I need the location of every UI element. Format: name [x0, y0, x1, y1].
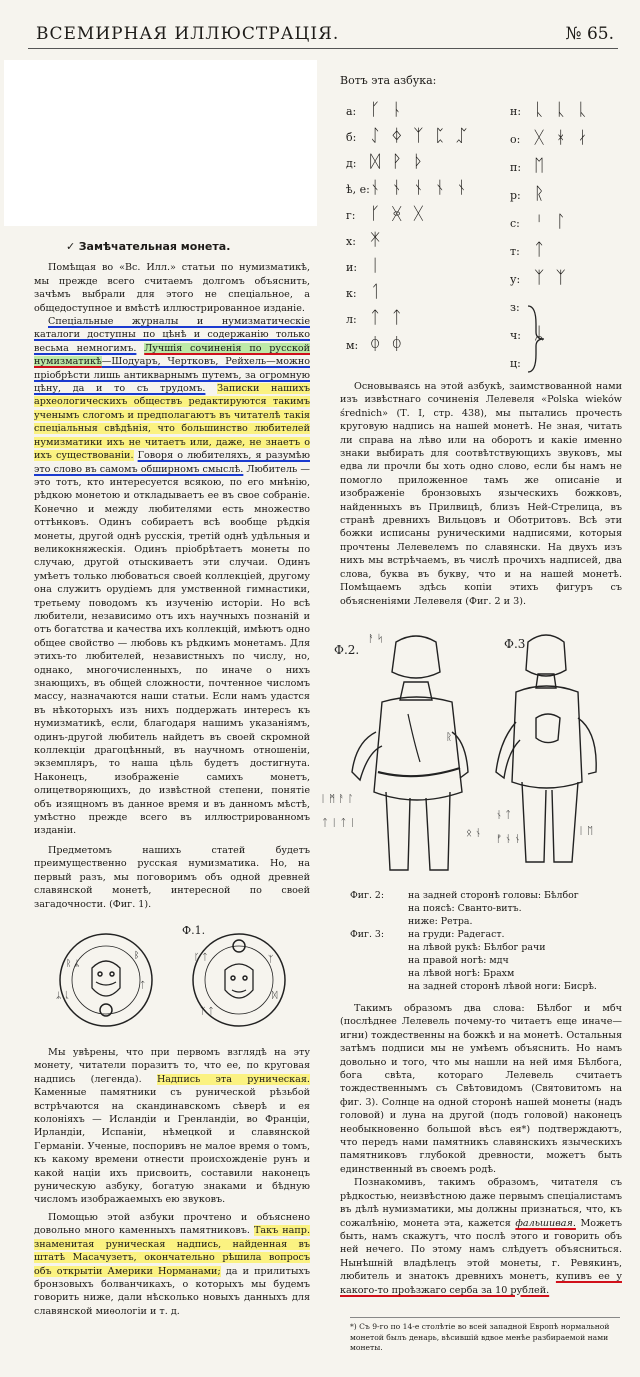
alphabet-right-row [510, 156, 547, 176]
hl-journals: Спеціальные журналы и нумизматическіе каталоги доступны по цѣнѣ и содержанію только весьма немногимъ. [34, 316, 310, 354]
right-column [340, 380, 622, 608]
svg-text:ᚴ ᛏ: ᚴ ᛏ [194, 953, 208, 963]
alphabet-title: Вотъ эта азбука: [340, 74, 437, 87]
hl-amateurs: Говоря о любителяхъ, я разумѣю это слово въ самомъ обширномъ смыслѣ. [34, 450, 310, 475]
alphabet-runes: ᛏ [534, 240, 548, 260]
alphabet-right-row [510, 268, 569, 288]
alphabet-letter: к: [346, 287, 357, 300]
caption-text: на задней сторонѣ головы: Бѣлбог [408, 890, 579, 901]
svg-text:ᛞ: ᛞ [272, 991, 278, 1001]
alphabet-letter: л: [346, 313, 357, 326]
footnote: *) Съ 9-го по 14-е столѣтіе во всей западной Европѣ нормальной монетой былъ денарь, вѣсившій вдвое менѣе разбираемой нами монеты. [350, 1317, 620, 1354]
alphabet-right-row [510, 128, 590, 148]
paragraph-journals [34, 315, 310, 838]
alphabet-left-row [346, 334, 405, 354]
caption-label: Фиг. 3: [350, 929, 385, 940]
text-amateurs: Любитель — это тотъ, кто интересуется всякою, по его мнѣнію, рѣдкою монетою и откладываетъ ее въ свое собраніе. Конечно и между любителями есть множество оттѣнковъ. Одинъ собираетъ всѣ вообще рѣдкія монеты, другой однѣ русскія, третій однѣ удѣльныя и великокняжескія. Одинъ пріобрѣтаетъ монеты по случаю, другой отыскиваетъ эти случаи. Одинъ умѣетъ только любоваться своей коллекціей, другому она служитъ орудіемъ для умственной гимнастики, третьему поводомъ къ изученію исторіи. Но всѣ любители, независимо отъ ихъ научныхъ познаній и отъ богатства и качества ихъ коллекцій, имѣютъ одно общее свойство — любовь къ рѣдкимъ монетамъ. Для этихъ-то любителей, независтныхъ по числу, но, однако, многочисленныхъ, по иначе о нихъ знающихъ, въ общей сложности, почтенное числомъ массу, назначаются наши статьи. Если намъ удастся въ нѣкоторыхъ изъ нихъ поддержать интересъ къ нумизматикѣ, если, благодаря нашимъ указаніямъ, одинъ-другой любитель найдетъ въ своей скромной коллекціи драгоцѣнный, въ научномъ отношеніи, экземпляръ, то наша цѣль будетъ достигнута. Наконецъ, изображеніе самихъ монетъ, олицетворяющихъ, до извѣстной степени, понятіе объ изящномъ въ данное время и въ данномъ мѣстѣ, умѣстно прежде всего въ иллюстрированномъ изданіи. [34, 463, 310, 837]
caption-text: на груди: Радегаст. [408, 929, 505, 940]
left-column [34, 240, 310, 911]
svg-text:ᚠ ᚾ ᚾ: ᚠ ᚾ ᚾ [496, 834, 521, 845]
blank-area [4, 60, 317, 226]
alphabet-runes: ᚴ ᚿ [370, 100, 405, 120]
alphabet-runes: ᛞ ᚹ ᚦ [370, 152, 427, 172]
svg-text:ᛒ: ᛒ [134, 951, 140, 961]
svg-text:ᛏ ᛁ ᛏ ᛁ: ᛏ ᛁ ᛏ ᛁ [322, 818, 356, 829]
alphabet-runes: ᛁ [370, 256, 384, 276]
alphabet-runes: ᛏ ᛏ [370, 308, 405, 328]
paragraph-runic: Мы увѣрены, что при первомъ взглядѣ на эту монету, читатели поразитъ то, что ее, по круговая надпись (легенда). Надпись эта руническая. Каменные памятники съ рунической рѣзьбой встрѣчаются на скандинавскомъ сѣверѣ и ея колоніяхъ — Исландіи и Гренландіи, во Франціи, Ирландіи, Испаніи, нѣмецкой и славянской Германіи. Ученые, поспоривъ не малое время о томъ, къ какому времени отнести происхожденіе рунъ и какой націи ихъ присвоить, составили наконецъ руническую азбуку, богатую знаками и бѣдную числомъ изображаемыхъ ею звуковъ. [34, 1047, 310, 1206]
svg-text:ᛉ ᛏ: ᛉ ᛏ [200, 1007, 214, 1017]
alphabet-letter: ч: [510, 329, 521, 342]
alphabet-letter: с: [510, 217, 520, 230]
alphabet-runes: ᚱ [534, 184, 548, 204]
alphabet-letter: ц: [510, 357, 521, 370]
svg-text:ᚱ ᛦ: ᚱ ᛦ [66, 959, 80, 969]
coin-rune-legend [56, 950, 278, 1017]
alphabet-runes: ᛇ ᛄ ᛉ ᛈ ᛢ [370, 126, 470, 146]
paragraph-lelewel: Основываясь на этой азбукѣ, заимствованной нами изъ извѣстнаго сочиненія Лелевеля «Polska wieków średnich» (Т. I, стр. 438), мы пытались прочесть круговую надпись на нашей монетѣ. Не зная, читать ли справа на лѣво или на оборотъ и какіе именно знаки выбирать для соотвѣтствующихъ звуковъ, мы едва ли прочли бы хоть одно слово, если бы намъ не помогло приложенное тамъ же описаніе и изображеніе бронзовыхъ языческихъ божковъ, найденныхъ въ Прилвицѣ, близъ Ней-Стрелица, въ странѣ древнихъ Вильцовъ и Оботритовъ. Всѣ эти божки исписаны руническими надписями, которыя прочтены Лелевелемъ по славянски. На двухъ изъ нихъ мы встрѣчаемъ, въ числѣ прочихъ надписей, два слова, буква въ букву, что и на нашей монетѣ. Помѣщаемъ здѣсь копіи этихъ фигуръ съ объясненіями Лелевеля (Фиг. 2 и 3). [340, 381, 622, 607]
svg-text:ᛦ ᚳ: ᛦ ᚳ [56, 991, 70, 1001]
paragraph-subject: Предметомъ нашихъ статей будетъ преимущественно русская нумизматика. Но, на первый разъ, мы поговоримъ объ одной древней славянской монетѣ, интересной по своей загадочности. (Фиг. 1). [34, 844, 310, 910]
caption-text: на лѣвой рукѣ: Бѣлбог рачи [408, 942, 546, 953]
paragraph-intro: Помѣщая во «Вс. Илл.» статьи по нумизматикѣ, мы прежде всего считаемъ долгомъ объяснить, зачѣмъ выбрали для этого не спеціальное, а общедоступное и вмѣстѣ иллюстрированное изданіе. [34, 262, 310, 314]
alphabet-letter: т: [510, 245, 520, 258]
alphabet-right-row [510, 184, 547, 204]
alphabet-left-row [346, 230, 383, 250]
alphabet-letter: р: [510, 189, 521, 202]
issue-number: № 65. [565, 24, 614, 44]
right-column-lower [340, 1002, 622, 1297]
idol-belbog [352, 636, 468, 870]
caption-text: на правой ногѣ: мдч [408, 955, 509, 966]
alphabet-runes: ᛉ ᛉ [534, 268, 569, 288]
alphabet-left-row [346, 100, 405, 120]
fig2-label: Ф.2. [334, 643, 360, 657]
alphabet-runes: ᚳ ᚳ ᚳ [534, 100, 591, 120]
caption-text: на поясѣ: Сванто-витъ. [408, 903, 522, 914]
alphabet-letter: о: [510, 133, 521, 146]
alphabet-letter: а: [346, 105, 357, 118]
left-column-lower [34, 1046, 310, 1318]
svg-text:ᚾ ᛏ: ᚾ ᛏ [496, 810, 512, 821]
svg-text:ᛁ ᛗ ᚨ ᛚ: ᛁ ᛗ ᚨ ᛚ [320, 794, 354, 805]
coin-figure [34, 918, 314, 1028]
hl-fake: фальшивая. [515, 1217, 576, 1229]
svg-text:ᛁ ᛖ: ᛁ ᛖ [578, 826, 594, 837]
alphabet-runes: ᛌ ᛚ [534, 212, 569, 232]
alphabet-runes: ᛦ [534, 324, 548, 344]
alphabet-runes: ᚾ ᚾ ᚾ ᚾ ᚾ [370, 178, 470, 198]
alphabet-runes: ᛡ [370, 230, 384, 250]
idols-figure [316, 622, 626, 884]
alphabet-letter: и: [346, 261, 358, 274]
alphabet-right-row [510, 212, 569, 232]
caption-line [350, 955, 509, 968]
alphabet-right-row [510, 240, 547, 260]
svg-text:ᛏ: ᛏ [140, 981, 146, 991]
alphabet-letter: м: [346, 339, 359, 352]
caption-line [350, 981, 597, 994]
hl-massachusetts: Такъ напр. знаменитая руническая надпись, найденная въ штатѣ Масачузетъ, окончательно рѣшила вопросъ объ открытіи Америки Норманами; [34, 1225, 310, 1277]
fig3-label: Ф.3 [504, 637, 526, 651]
alphabet-left-row [346, 282, 383, 302]
alphabet-letter: н: [510, 105, 522, 118]
paragraph-alphabet: Помощью этой азбуки прочтено и объяснено довольно много каменныхъ памятниковъ. Такъ напр. знаменитая руническая надпись, найденная въ штатѣ Масачузетъ, окончательно рѣшила вопросъ объ открытіи Америки Норманами; да и прилитыхъ бронзовыхъ болванчикахъ, о которыхъ мы будемъ говорить ниже, дали нѣсколько новыхъ данныхъ для славянской миѳологіи и т. д. [34, 1211, 310, 1317]
alphabet-letter: д: [346, 157, 357, 170]
caption-line [350, 942, 545, 955]
alphabet-letter: п: [510, 161, 522, 174]
hl-bought: купивъ ее у какого-то проѣзжаго серба за 10 рублей. [340, 1271, 622, 1296]
alphabet-letter: у: [510, 273, 521, 286]
caption-text: на задней сторонѣ лѣвой ноги: Бисрѣ. [408, 981, 597, 992]
alphabet-left-row [346, 126, 470, 146]
article-title: ✓ Замѣчательная монета. [66, 240, 231, 253]
alphabet-left-row [346, 152, 426, 172]
alphabet-right-row [510, 100, 590, 120]
brace-zch [522, 304, 552, 374]
alphabet-left-row [346, 204, 426, 224]
caption-line [350, 916, 472, 929]
svg-text:ᚱ: ᚱ [446, 732, 452, 743]
alphabet-letter: б: [346, 131, 357, 144]
caption-line [350, 929, 505, 942]
alphabet-runes: ᚷ ᚼ ᛅ [534, 128, 591, 148]
alphabet-runes: ᛰ ᛰ [370, 334, 405, 354]
checkmark-icon: ✓ [66, 240, 79, 253]
coin-obverse [60, 934, 152, 1026]
paragraph-fake: Познакомивъ, такимъ образомъ, читателя съ рѣдкостью, неизвѣстною даже первымъ спеціалистамъ въ дѣлѣ нумизматики, мы должны признаться, что, къ сожалѣнію, монета эта, кажется фальшивая. Можетъ быть, намъ скажутъ, что послѣ этого и говорить объ ней нечего. По этому намъ слѣдуетъ объясниться. Нынѣшній владѣлецъ этой монеты, г. Ревякинъ, любитель и знатокъ древнихъ монетъ, купивъ ее у какого-то проѣзжаго серба за 10 рублей. [340, 1177, 622, 1296]
hl-authors: —Шодуаръ, Чертковъ, Рейхель—можно пріобрѣсти лишь антикварнымъ путемъ, за огромную цѣну, да и то съ трудомъ. [34, 356, 310, 395]
paragraph-identical: Такимъ образомъ два слова: Бѣлбог и мбч (послѣднее Лелевель почему-то читаетъ еще иначе—игни) тождественны на божкѣ и на монетѣ. Остальныя затѣмъ подписи мы не умѣемъ объяснить. Но намъ довольно и того, что мы нашли на ней имя Бѣлбога, бога свѣта, котораго Лелевель считаетъ тождественнымъ съ Свѣтовидомъ (Святовитомъ на фиг. 3). Солнце на одной сторонѣ нашей монеты (надъ головой) и луна на другой (подъ головой) наконецъ необыкновенно большой вѣсъ ея*) подтверждаютъ, что передъ нами памятникъ славянскихъ языческихъ памятниковъ глубокой древности, можетъ быть единственный въ своемъ родѣ. [340, 1003, 622, 1175]
svg-text:ᛉ: ᛉ [268, 955, 274, 965]
caption-line [350, 903, 522, 916]
caption-label: Фиг. 2: [350, 890, 385, 901]
alphabet-left-row [346, 178, 470, 198]
fig1-label: Ф.1. [182, 924, 206, 937]
alphabet-left-row [346, 256, 383, 276]
caption-line [350, 968, 514, 981]
alphabet-letter: з: [510, 301, 520, 314]
alphabet-letter: г: [346, 209, 356, 222]
hl-runic: Надпись эта руническая. [156, 1073, 310, 1085]
caption-text: ниже: Ретра. [408, 916, 473, 927]
caption-line [350, 890, 579, 903]
hl-records: Записки нашихъ археологическихъ обществъ редактируются такимъ ученымъ слогомъ и предполагаютъ въ читателѣ такія спеціальныя свѣдѣнія, что большинство любителей нумизматики ихъ не читаетъ или, даже, не знаетъ о ихъ существованіи. [34, 383, 310, 462]
alphabet-letter: ѣ, е: [346, 183, 370, 196]
hl-best-works: Лучшія сочиненія по русской нумизматикѣ [34, 342, 310, 368]
alphabet-runes: ᛖ [534, 156, 548, 176]
svg-text:ᛟ ᚾ: ᛟ ᚾ [466, 828, 482, 839]
caption-text: на лѣвой ногѣ: Брахм [408, 968, 515, 979]
alphabet-runes: ᛐ [370, 282, 384, 302]
alphabet-letter: х: [346, 235, 356, 248]
page-header [28, 22, 618, 49]
magazine-title: ВСЕМИРНАЯ ИЛЛЮСТРАЦІЯ. [36, 24, 340, 44]
alphabet-left-row [346, 308, 405, 328]
svg-text:ᚨ ᛋ: ᚨ ᛋ [368, 634, 384, 645]
alphabet-runes: ᚴ ᚸ ᚷ [370, 204, 427, 224]
